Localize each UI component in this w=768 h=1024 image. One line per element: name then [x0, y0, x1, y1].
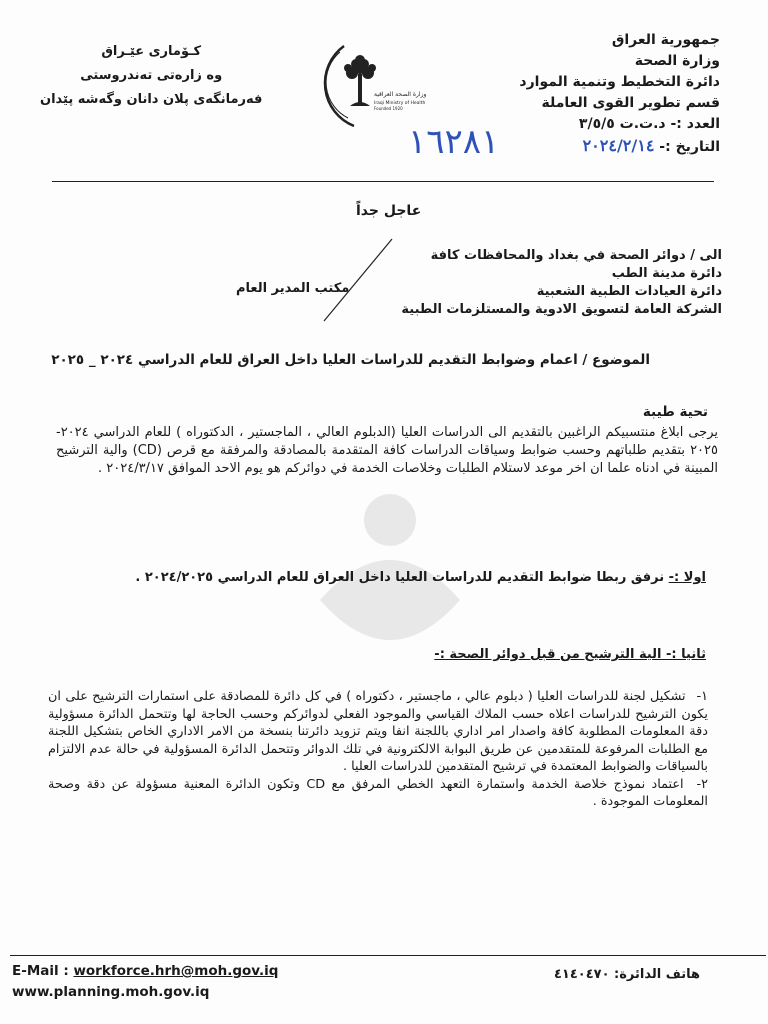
letterhead-line: قسم تطوير القوى العاملة [541, 95, 720, 111]
letterhead-kurdish-line: فەرمانگەى پلان دانان وگەشە پێدان [40, 92, 263, 107]
diagonal-stroke [318, 235, 398, 325]
letterhead-line: دائرة التخطيط وتنمية الموارد [519, 74, 720, 90]
letterhead-arabic [519, 30, 720, 158]
subject-line: الموضوع / اعمام وضوابط التقديم للدراسات العليا داخل العراق للعام الدراسي ٢٠٢٤ _ ٢٠٢٥ [51, 352, 650, 368]
email-label: E-Mail : [12, 963, 74, 979]
letterhead-kurdish-line: وه زارەتى تەندروستى [80, 68, 223, 83]
recipient-line: دائرة العيادات الطبية الشعبية [536, 284, 722, 299]
date-row [519, 135, 720, 158]
letterhead-line: وزارة الصحة [634, 53, 720, 69]
email-link[interactable]: workforce.hrh@moh.gov.iq [73, 963, 279, 979]
reference-number: العدد :- د.ت.ت ٣/٥/٥ [578, 116, 720, 132]
recipient-line: دائرة مدينة الطب [611, 266, 722, 281]
items-list [48, 688, 708, 811]
section-one [135, 570, 706, 585]
logo-founded: Founded 1920 [374, 106, 403, 111]
recipients-block [401, 247, 722, 319]
website-link[interactable]: www.planning.moh.gov.iq [12, 984, 210, 1000]
letterhead-kurdish-line: كـۆمارى عێـراق [101, 44, 202, 59]
recipient-line: الى / دوائر الصحة في بغداد والمحافظات كافة [430, 248, 722, 263]
date-handwritten: ٢٠٢٤/٢/١٤ [582, 136, 655, 155]
header-divider [52, 181, 714, 182]
date-label: التاريخ :- [659, 139, 720, 155]
letterhead-kurdish [40, 40, 262, 112]
section-one-label: اولا :- [668, 570, 706, 585]
logo-text-en: Iraqi Ministry of Health [374, 101, 426, 106]
item-text: اعتماد نموذج خلاصة الخدمة واستمارة التعهد الخطي المرفق مع CD وتكون الدائرة المعنية مسؤولة عن دقة وصحة المعلومات الموجودة . [48, 776, 708, 809]
footer-divider [10, 955, 766, 956]
item-number: ١- [696, 689, 708, 704]
recipient-line: الشركة العامة لتسويق الادوية والمستلزمات الطبية [401, 302, 722, 317]
greeting: تحية طيبة [642, 404, 708, 420]
list-item [48, 688, 708, 776]
body-paragraph: يرجى ابلاغ منتسبيكم الراغبين بالتقديم الى الدراسات العليا (الدبلوم العالي ، الماجستير ، الدكتوراه ) للعام الدراسي ٢٠٢٤- ٢٠٢٥ بتقديم طلباتهم وحسب ضوابط وسياقات الدراسات كافة المتقدمة بالمصادقة والمرفقة مع قرص (CD) والية الترشيح المبينة في ادناه علما ان اخر موعد لاستلام الطلبات وخلاصات الخدمة في دوائركم هو يوم الاحد الموافق ٢٠٢٤/٣/١٧ . [56, 425, 718, 476]
urgent-label: عاجل جداً [356, 203, 422, 219]
department-phone: هاتف الدائرة: ٤١٤٠٤٧٠ [553, 967, 700, 982]
reference-number-row [519, 114, 720, 135]
section-two-heading: ثانيا :- الية الترشيح من قبل دوائر الصحة :- [434, 647, 706, 662]
handwritten-incoming-number: ١٦٢٨١ [408, 122, 500, 162]
list-item [48, 776, 708, 811]
letterhead-line: جمهورية العراق [611, 32, 720, 48]
item-text: تشكيل لجنة للدراسات العليا ( دبلوم عالي ، ماجستير ، دكتوراه ) في كل دائرة للمصادقة على استمارات الترشيح على ان يكون الترشيح للدراسات اعلاه حسب الملاك القياسي والموجود الفعلي لدوائركم وحسب الحاجة لها وتتحمل الدائرة مسؤولية دقة المعلومات المطلوبة كافة واصدار امر اداري باللجنة انفا ويتم تزويد دائرتنا بنسخة من الامر الاداري الخاص بتشكيل اللجنة مع الطلبات المرفوعة للمتقدمين عن طريق البوابة الالكترونية في تلك الدوائر وتتحمل الدائرة المسؤولية في حالة عدم الالتزام بالسياقات والضوابط المعتمدة في ترشيح المتقدمين للدراسات العليا . [48, 689, 708, 774]
logo-text-ar: وزارة الصحة العراقية [374, 91, 426, 98]
cc-office: مكتب المدير العام [236, 281, 350, 296]
item-number: ٢- [696, 776, 708, 792]
ministry-logo [314, 38, 426, 132]
section-one-text: نرفق ربطا ضوابط التقديم للدراسات العليا داخل العراق للعام الدراسي ٢٠٢٤/٢٠٢٥ . [135, 570, 665, 585]
footer-email-row [12, 963, 278, 979]
